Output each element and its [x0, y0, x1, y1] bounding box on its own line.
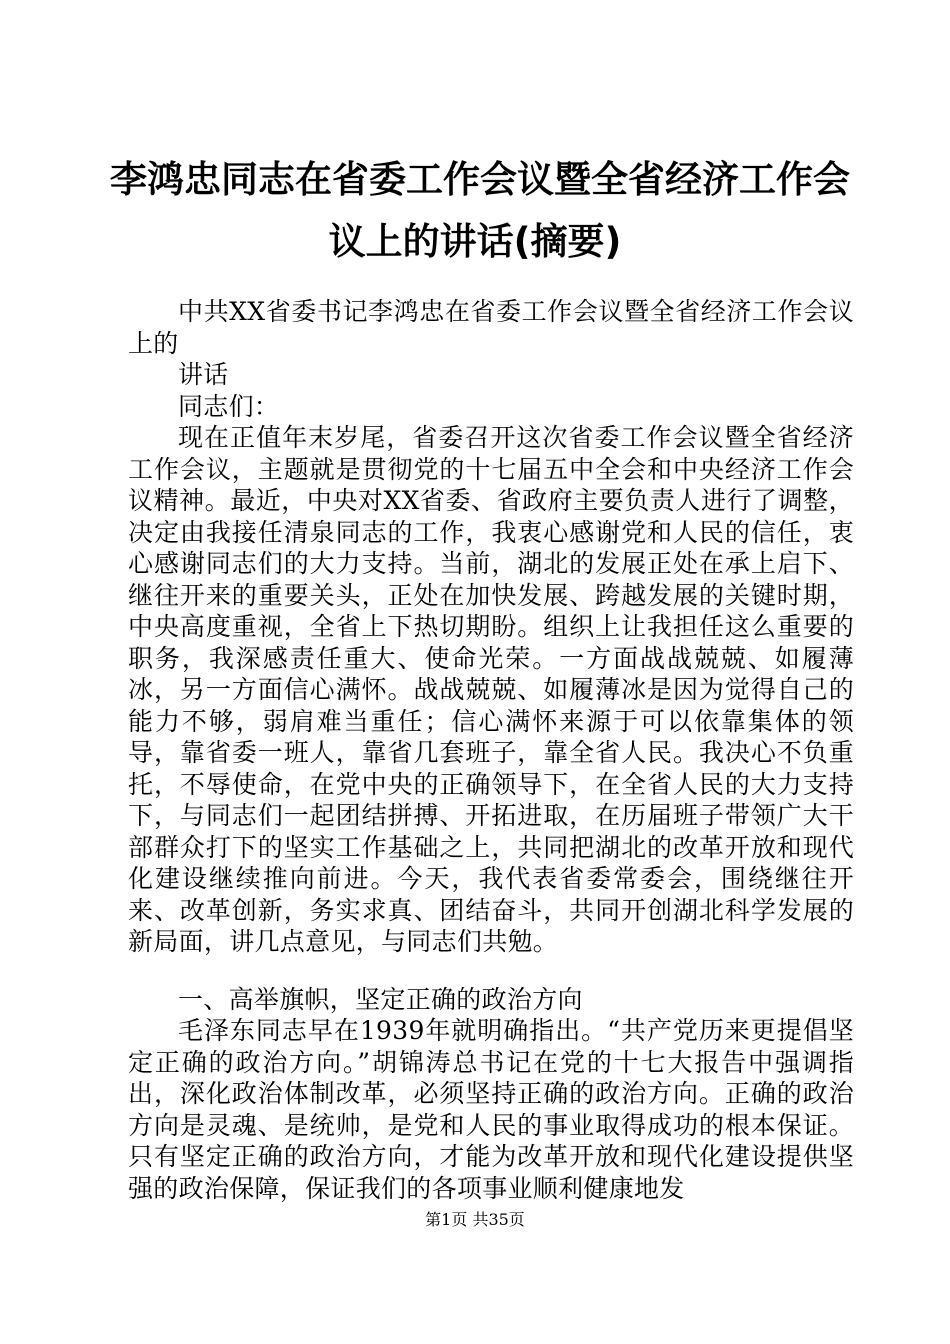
page-footer: 第1页 共35页: [425, 1210, 525, 1229]
document-body: [128, 296, 854, 1204]
paragraph-2: 毛泽东同志早在1939年就明确指出。“共产党历来更提倡坚定正确的政治方向。”胡锦涛总书记在党的十七大报告中强调指出，深化政治体制改革，必须坚持正确的政治方向。正确的政治方向是灵魂、是统帅，是党和人民的事业取得成功的根本保证。只有坚定正确的政治方向，才能为改革开放和现代化建设提供坚强的政治保障，保证我们的各项事业顺利健康地发: [128, 1016, 854, 1203]
paragraph-1: 现在正值年末岁尾，省委召开这次省委工作会议暨全省经济工作会议，主题就是贯彻党的十七届五中全会和中央经济工作会议精神。最近，中央对XX省委、省政府主要负责人进行了调整，决定由我接任清泉同志的工作，我衷心感谢党和人民的信任，衷心感谢同志们的大力支持。当前，湖北的发展正处在承上启下、继往开来的重要关头，正处在加快发展、跨越发展的关键时期，中央高度重视，全省上下热切期盼。组织上让我担任这么重要的职务，我深感责任重大、使命光荣。一方面战战兢兢、如履薄冰，另一方面信心满怀。战战兢兢、如履薄冰是因为觉得自己的能力不够，弱肩难当重任；信心满怀来源于可以依靠集体的领导，靠省委一班人，靠省几套班子，靠全省人民。我决心不负重托，不辱使命，在党中央的正确领导下，在全省人民的大力支持下，与同志们一起团结拼搏、开拓进取，在历届班子带领广大干部群众打下的坚实工作基础之上，共同把湖北的改革开放和现代化建设继续推向前进。今天，我代表省委常委会，围绕继往开来、改革创新，务实求真、团结奋斗，共同开创湖北科学发展的新局面，讲几点意见，与同志们共勉。: [128, 423, 854, 956]
section-1-heading: 一、高举旗帜，坚定正确的政治方向: [178, 984, 583, 1014]
paragraph-gap: [128, 958, 854, 984]
document-title-line-1: 李鸿忠同志在省委工作会议暨全省经济工作会: [110, 158, 850, 201]
subtitle-continuation: 讲话: [178, 360, 229, 389]
subtitle-line: 中共XX省委书记李鸿忠在省委工作会议暨全省经济工作会议上的: [128, 297, 854, 358]
document-title-line-2: 议上的讲话(摘要): [328, 220, 622, 263]
salutation: 同志们：: [178, 391, 280, 421]
